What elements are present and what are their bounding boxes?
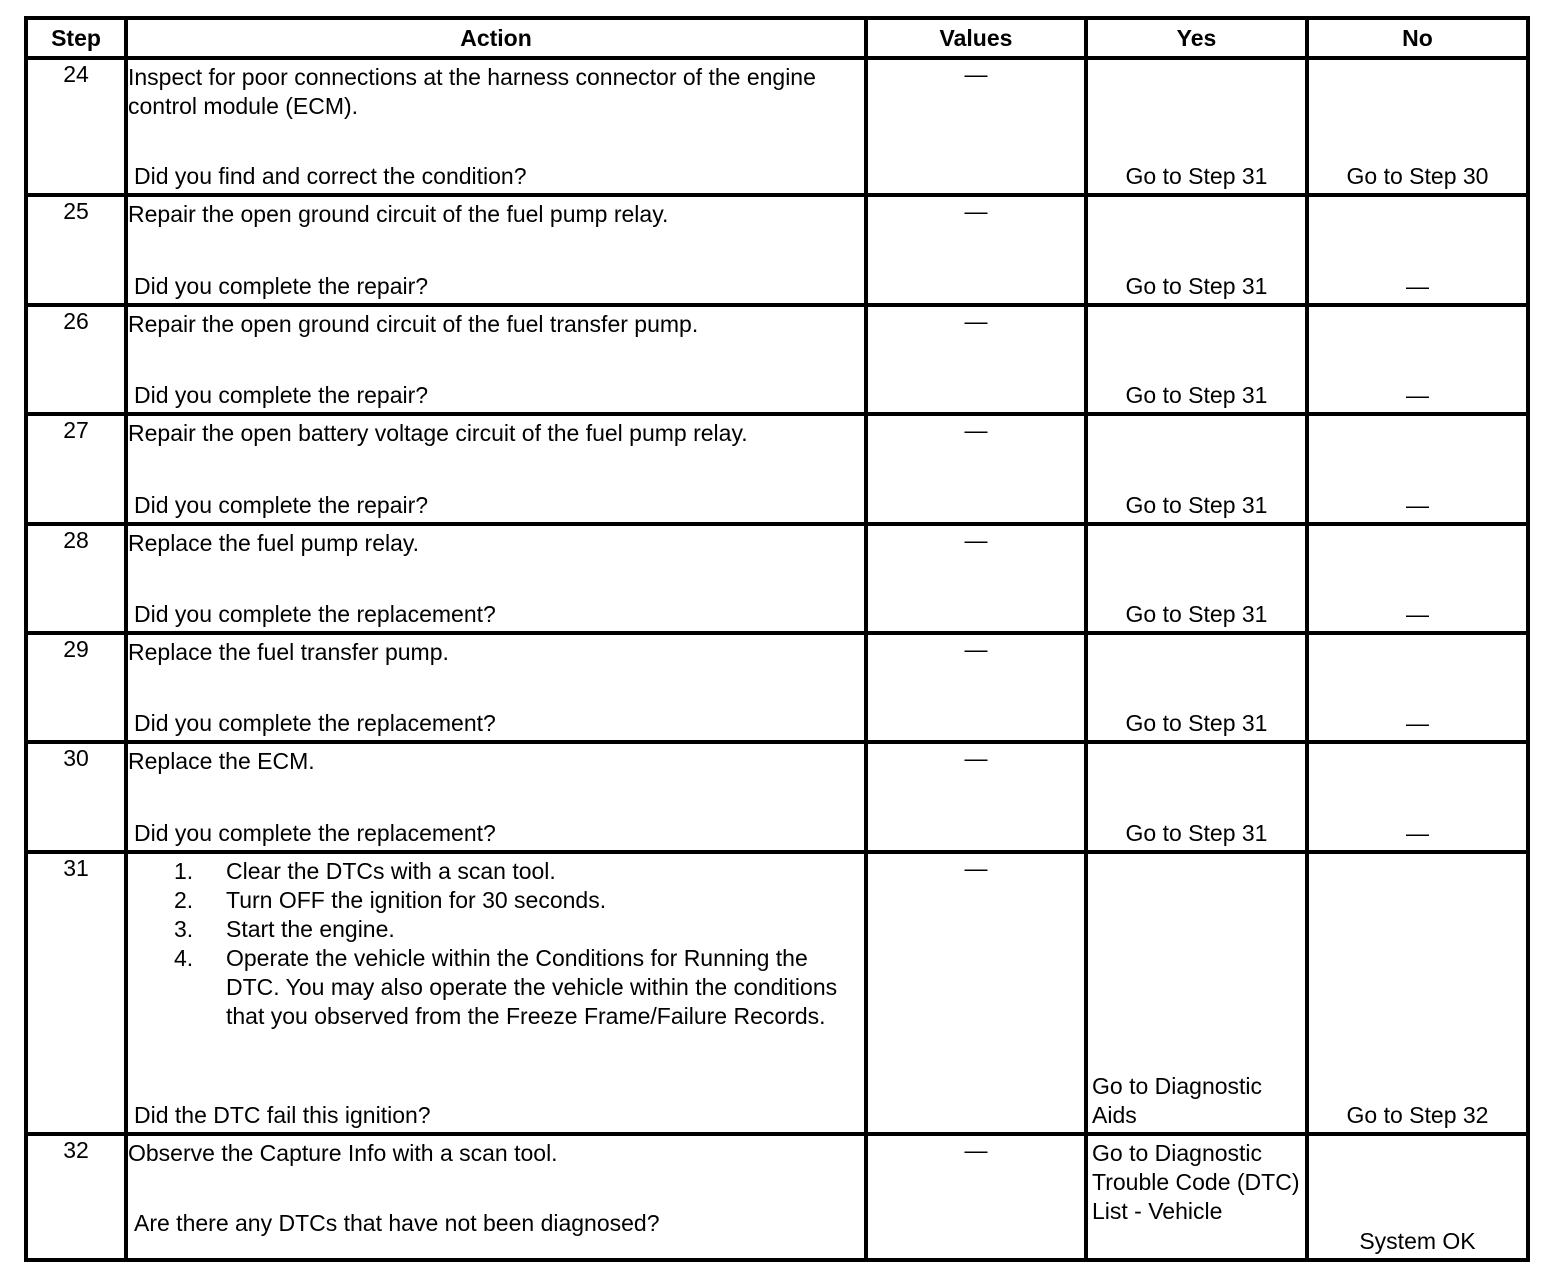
action-question: Did you complete the repair? (134, 272, 429, 299)
header-no: No (1307, 18, 1528, 58)
action-cell (126, 195, 866, 304)
values-cell: — (866, 58, 1086, 195)
action-cell (126, 524, 866, 633)
action-question: Did the DTC fail this ignition? (134, 1101, 431, 1128)
list-item-text: Turn OFF the ignition for 30 seconds. (226, 886, 607, 913)
list-item-number: 1. (174, 857, 194, 884)
no-value: — (1406, 710, 1429, 737)
no-cell (1307, 195, 1528, 304)
action-text: Repair the open ground circuit of the fuel pump relay. (128, 201, 669, 228)
yes-cell (1086, 742, 1307, 851)
table-row (26, 305, 1528, 414)
yes-cell (1086, 1134, 1307, 1260)
no-cell (1307, 1134, 1528, 1260)
no-link[interactable]: Go to Step 30 (1346, 163, 1489, 190)
table-row (26, 58, 1528, 195)
table-row (26, 633, 1528, 742)
yes-cell (1086, 195, 1307, 304)
diagnostic-procedure-table (24, 16, 1530, 1262)
values-cell: — (866, 524, 1086, 633)
no-value: — (1406, 382, 1429, 409)
table-row (26, 1134, 1528, 1260)
values-cell: — (866, 305, 1086, 414)
action-cell (126, 633, 866, 742)
yes-link[interactable]: Go to Diagnostic Aids (1092, 1072, 1263, 1128)
step-number: 24 (26, 58, 126, 195)
no-value: — (1406, 272, 1429, 299)
step-number: 32 (26, 1134, 126, 1260)
action-cell (126, 852, 866, 1134)
action-question: Did you complete the repair? (134, 382, 429, 409)
step-number: 30 (26, 742, 126, 851)
numbered-step-list (128, 857, 864, 1031)
action-text: Inspect for poor connections at the harness connector of the engine control module (ECM). (128, 64, 816, 119)
step-number: 27 (26, 414, 126, 523)
values-cell: — (866, 1134, 1086, 1260)
yes-cell (1086, 852, 1307, 1134)
no-cell (1307, 414, 1528, 523)
table-row (26, 742, 1528, 851)
action-question: Did you complete the repair? (134, 491, 429, 518)
step-number: 29 (26, 633, 126, 742)
table-row (26, 524, 1528, 633)
values-cell: — (866, 742, 1086, 851)
action-question: Did you complete the replacement? (134, 819, 496, 846)
values-cell: — (866, 633, 1086, 742)
list-item (128, 915, 864, 944)
yes-link[interactable]: Go to Step 31 (1125, 819, 1268, 846)
action-text: Repair the open battery voltage circuit of the fuel pump relay. (128, 420, 748, 447)
yes-cell (1086, 633, 1307, 742)
no-link[interactable]: Go to Step 32 (1346, 1101, 1489, 1128)
step-number: 26 (26, 305, 126, 414)
list-item-text: Clear the DTCs with a scan tool. (226, 857, 556, 884)
no-cell (1307, 742, 1528, 851)
table-row (26, 195, 1528, 304)
values-cell: — (866, 852, 1086, 1134)
action-text: Replace the fuel transfer pump. (128, 638, 449, 665)
action-question: Did you complete the replacement? (134, 600, 496, 627)
header-yes: Yes (1086, 18, 1307, 58)
no-value: — (1406, 491, 1429, 518)
no-cell (1307, 58, 1528, 195)
list-item-number: 2. (174, 886, 194, 913)
action-steps (128, 854, 864, 1031)
action-text: Observe the Capture Info with a scan tool. (128, 1139, 558, 1166)
step-number: 31 (26, 852, 126, 1134)
header-action: Action (126, 18, 866, 58)
yes-link[interactable]: Go to Step 31 (1125, 491, 1268, 518)
step-number: 25 (26, 195, 126, 304)
table-row (26, 414, 1528, 523)
header-step: Step (26, 18, 126, 58)
step-number: 28 (26, 524, 126, 633)
values-cell: — (866, 414, 1086, 523)
no-cell (1307, 524, 1528, 633)
header-row (26, 18, 1528, 58)
list-item-text: Operate the vehicle within the Conditions for Running the DTC. You may also operate the vehicle within the conditions that you observed from the Freeze Frame/Failure Records. (226, 944, 838, 1029)
yes-cell (1086, 414, 1307, 523)
no-value: — (1406, 600, 1429, 627)
yes-link[interactable]: Go to Step 31 (1125, 272, 1268, 299)
list-item (128, 944, 864, 1031)
no-cell (1307, 633, 1528, 742)
yes-link[interactable]: Go to Step 31 (1125, 163, 1268, 190)
action-cell (126, 414, 866, 523)
list-item (128, 857, 864, 886)
no-cell (1307, 305, 1528, 414)
action-question: Did you find and correct the condition? (134, 163, 527, 190)
action-cell (126, 1134, 866, 1260)
list-item (128, 886, 864, 915)
list-item-text: Start the engine. (226, 915, 395, 942)
header-values: Values (866, 18, 1086, 58)
yes-link[interactable]: Go to Step 31 (1125, 600, 1268, 627)
no-value: System OK (1359, 1228, 1476, 1254)
yes-link[interactable]: Go to Step 31 (1125, 382, 1268, 409)
values-cell: — (866, 195, 1086, 304)
action-cell (126, 305, 866, 414)
no-cell (1307, 852, 1528, 1134)
action-cell (126, 742, 866, 851)
list-item-number: 4. (174, 944, 194, 971)
action-text: Repair the open ground circuit of the fuel transfer pump. (128, 310, 699, 337)
list-item-number: 3. (174, 915, 194, 942)
yes-cell (1086, 58, 1307, 195)
yes-cell (1086, 524, 1307, 633)
action-question: Are there any DTCs that have not been diagnosed? (134, 1210, 660, 1236)
yes-cell (1086, 305, 1307, 414)
action-question: Did you complete the replacement? (134, 710, 496, 737)
table-row (26, 852, 1528, 1134)
yes-link[interactable]: Go to Diagnostic Trouble Code (DTC) List - Vehicle (1092, 1139, 1300, 1224)
action-cell (126, 58, 866, 195)
action-text: Replace the ECM. (128, 748, 315, 775)
no-value: — (1406, 819, 1429, 846)
action-text: Replace the fuel pump relay. (128, 529, 420, 556)
yes-link[interactable]: Go to Step 31 (1125, 710, 1268, 737)
